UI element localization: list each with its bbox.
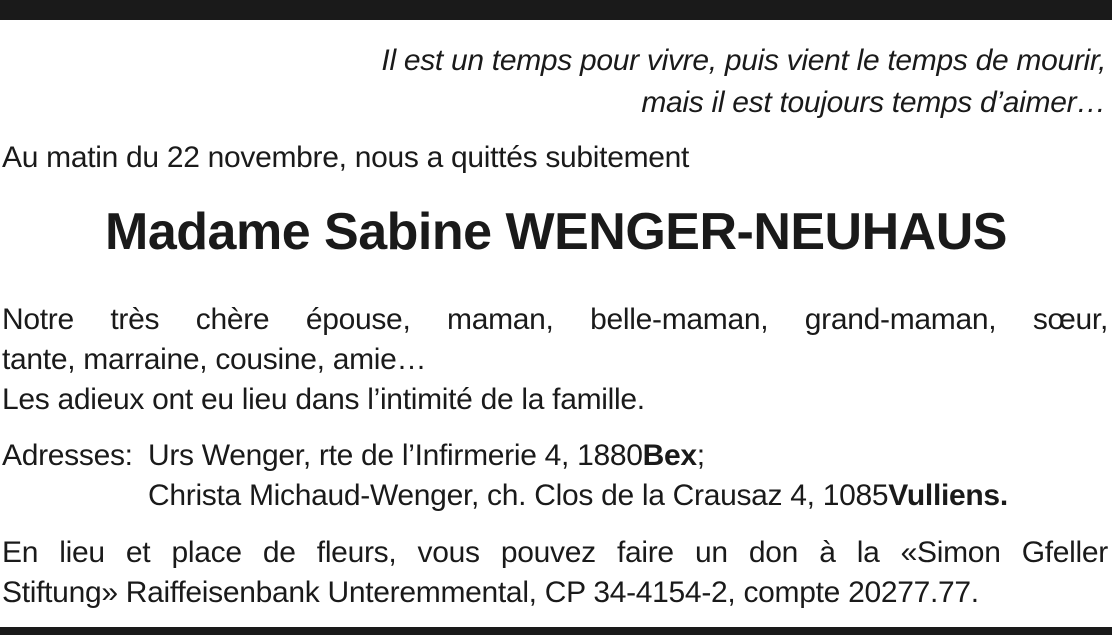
address-place: Bex bbox=[642, 439, 697, 472]
family-paragraph bbox=[2, 300, 1108, 380]
address-place: Vulliens. bbox=[888, 479, 1008, 512]
family-line-1: Notre très chère épouse, maman, belle-maman, grand-maman, sœur, bbox=[2, 303, 1108, 336]
addresses-block bbox=[2, 436, 1008, 516]
donation-line-1: En lieu et place de fleurs, vous pouvez faire un don à la «Simon Gfeller bbox=[2, 536, 1108, 569]
top-rule bbox=[0, 0, 1112, 20]
epigraph-line-2: mais il est toujours temps d’aimer… bbox=[641, 86, 1106, 119]
address-row bbox=[2, 436, 1008, 476]
epigraph-line-1: Il est un temps pour vivre, puis vient le temps de mourir, bbox=[381, 44, 1106, 77]
farewell-text: Les adieux ont eu lieu dans l’intimité de la famille. bbox=[2, 383, 645, 416]
bottom-rule bbox=[0, 627, 1112, 635]
address-suffix: ; bbox=[696, 439, 705, 472]
donation-line-2: Stiftung» Raiffeisenbank Unteremmental, CP 34-4154-2, compte 20277.77. bbox=[2, 576, 979, 609]
address-indent bbox=[2, 476, 148, 516]
deceased-name: Madame Sabine WENGER-NEUHAUS bbox=[105, 203, 1007, 261]
donation-paragraph bbox=[2, 533, 1108, 613]
family-line-2: tante, marraine, cousine, amie… bbox=[2, 343, 427, 376]
address-row bbox=[2, 476, 1008, 516]
epigraph-quote bbox=[206, 40, 1106, 124]
address-text: Christa Michaud-Wenger, ch. Clos de la Crausaz 4, 1085 bbox=[148, 479, 889, 512]
address-text: Urs Wenger, rte de l’Infirmerie 4, 1880 bbox=[148, 439, 643, 472]
intro-text: Au matin du 22 novembre, nous a quittés subitement bbox=[2, 141, 690, 174]
addresses-label: Adresses: bbox=[2, 439, 133, 472]
